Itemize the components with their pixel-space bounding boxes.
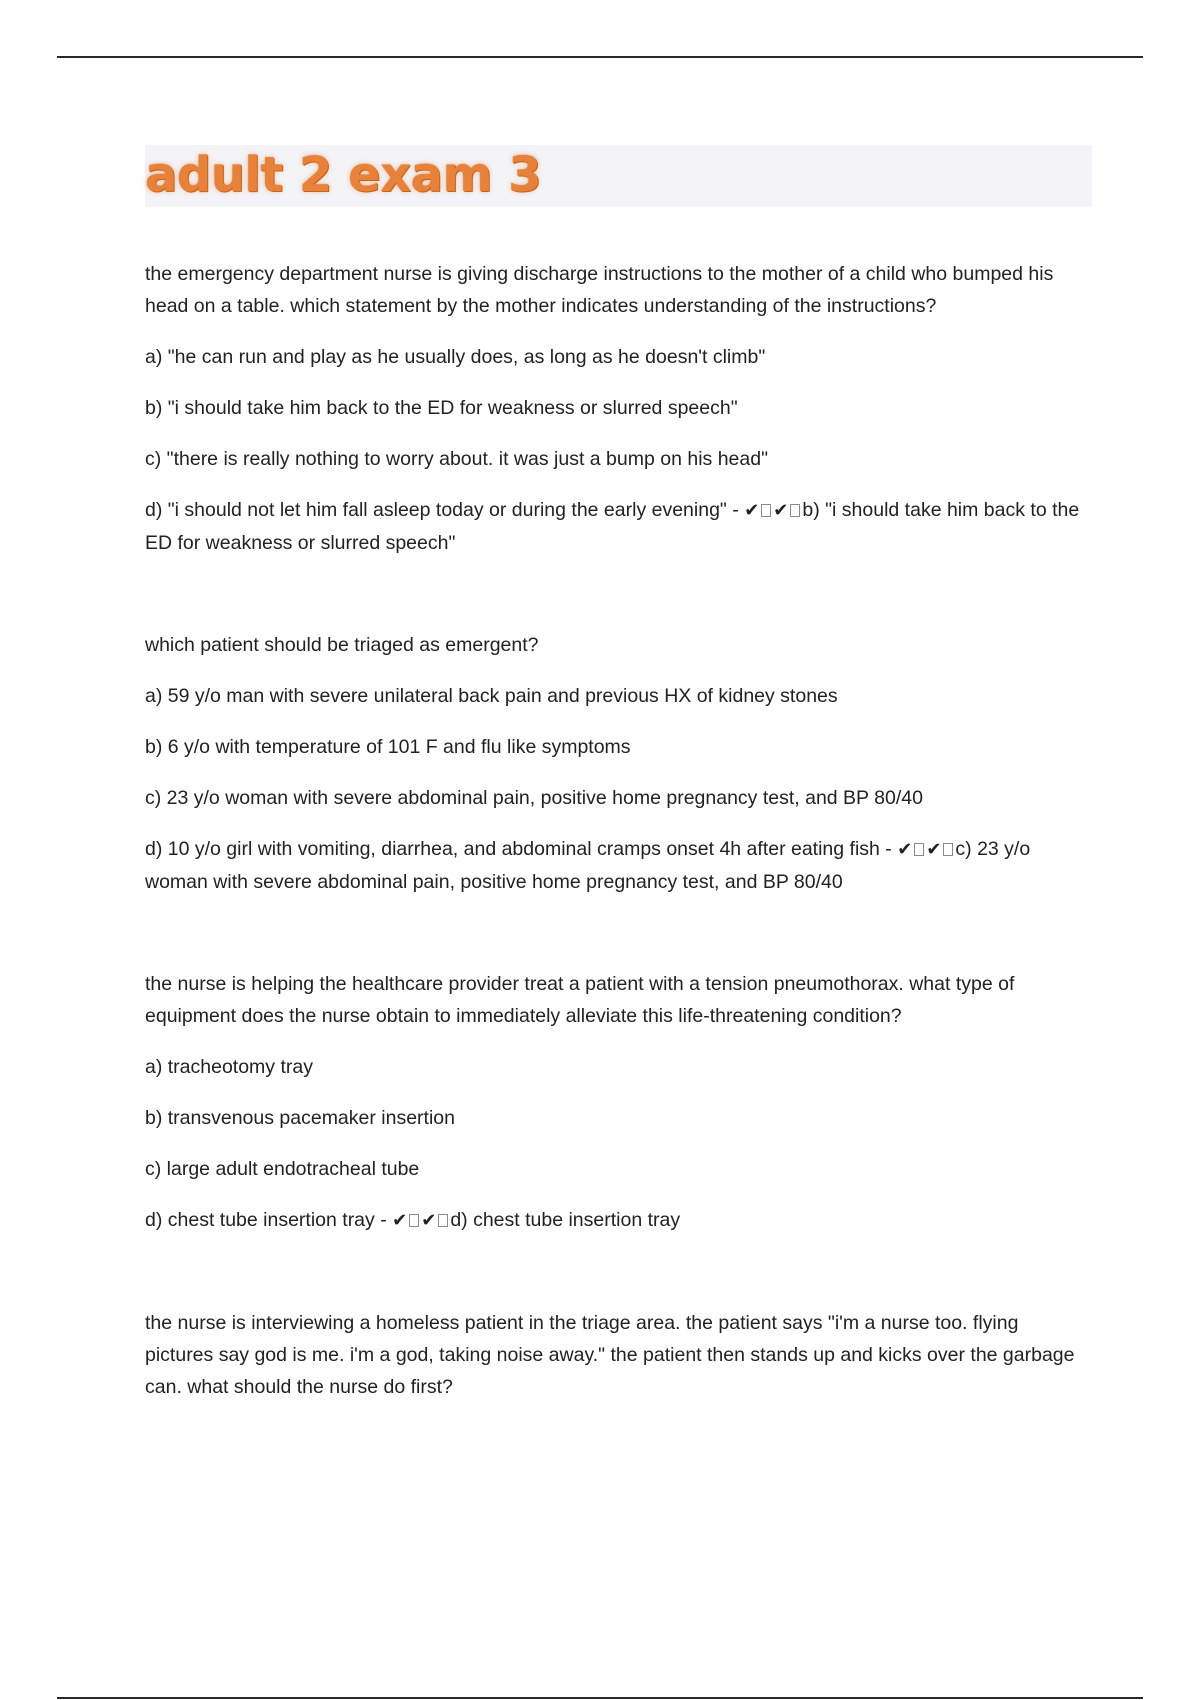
question-block — [145, 629, 1085, 898]
answer-option: b) 6 y/o with temperature of 101 F and flu like symptoms — [145, 736, 631, 758]
check-mark-icon: ✔ — [773, 500, 789, 521]
correct-answer: b) "i should take him back to the ED for weakness or slurred speech" — [145, 499, 1085, 554]
empty-box-icon — [943, 843, 953, 856]
question-block — [145, 968, 1085, 1237]
answer-option-text: d) 10 y/o girl with vomiting, diarrhea, and abdominal cramps onset 4h after eating fish - — [145, 838, 898, 860]
question-block — [145, 1307, 1085, 1403]
answer-option-with-answer — [145, 1204, 1085, 1237]
answer-option-text: d) chest tube insertion tray - — [145, 1209, 393, 1231]
check-mark-icon: ✔ — [421, 1210, 437, 1231]
spacer — [145, 559, 1085, 629]
correct-answer: c) 23 y/o woman with severe abdominal pain, positive home pregnancy test, and BP 80/40 — [145, 838, 1036, 893]
answer-option: a) 59 y/o man with severe unilateral back pain and previous HX of kidney stones — [145, 685, 838, 707]
correct-answer: d) chest tube insertion tray — [450, 1209, 681, 1231]
check-mark-icon: ✔ — [926, 839, 942, 860]
answer-option: b) transvenous pacemaker insertion — [145, 1107, 455, 1129]
check-mark-icon: ✔ — [744, 500, 760, 521]
answer-option: c) 23 y/o woman with severe abdominal pain, positive home pregnancy test, and BP 80/40 — [145, 787, 923, 809]
question-stem: the emergency department nurse is giving discharge instructions to the mother of a child who bumped his head on a table. which statement by the mother indicates understanding of the instructions? — [145, 263, 1054, 317]
document-title: adult 2 exam 3 — [145, 147, 542, 203]
spacer — [145, 898, 1085, 968]
bottom-rule — [57, 1697, 1143, 1699]
empty-box-icon — [914, 843, 924, 856]
empty-box-icon — [761, 504, 771, 517]
answer-option-with-answer — [145, 494, 1085, 559]
top-rule — [57, 56, 1143, 58]
check-mark-icon: ✔ — [392, 1210, 408, 1231]
check-mark-icon: ✔ — [897, 839, 913, 860]
question-block — [145, 258, 1085, 559]
answer-option: b) "i should take him back to the ED for weakness or slurred speech" — [145, 397, 738, 419]
answer-option: a) "he can run and play as he usually does, as long as he doesn't climb" — [145, 346, 766, 368]
question-list — [145, 258, 1085, 1422]
question-stem: the nurse is interviewing a homeless patient in the triage area. the patient says "i'm a nurse too. flying pictures say god is me. i'm a god, taking noise away." the patient then stands up and kicks over the garbage can. what should the nurse do first? — [145, 1312, 1075, 1398]
question-stem: which patient should be triaged as emergent? — [145, 634, 539, 656]
spacer — [145, 1237, 1085, 1307]
empty-box-icon — [790, 504, 800, 517]
answer-option-with-answer — [145, 833, 1085, 898]
question-stem: the nurse is helping the healthcare provider treat a patient with a tension pneumothorax. what type of equipment does the nurse obtain to immediately alleviate this life-threatening condition? — [145, 973, 1015, 1027]
answer-option: c) large adult endotracheal tube — [145, 1158, 420, 1180]
title-banner — [145, 145, 1092, 207]
empty-box-icon — [409, 1214, 419, 1227]
empty-box-icon — [438, 1214, 448, 1227]
answer-option: c) "there is really nothing to worry about. it was just a bump on his head" — [145, 448, 768, 470]
answer-option: a) tracheotomy tray — [145, 1056, 313, 1078]
answer-option-text: d) "i should not let him fall asleep today or during the early evening" - — [145, 499, 745, 521]
